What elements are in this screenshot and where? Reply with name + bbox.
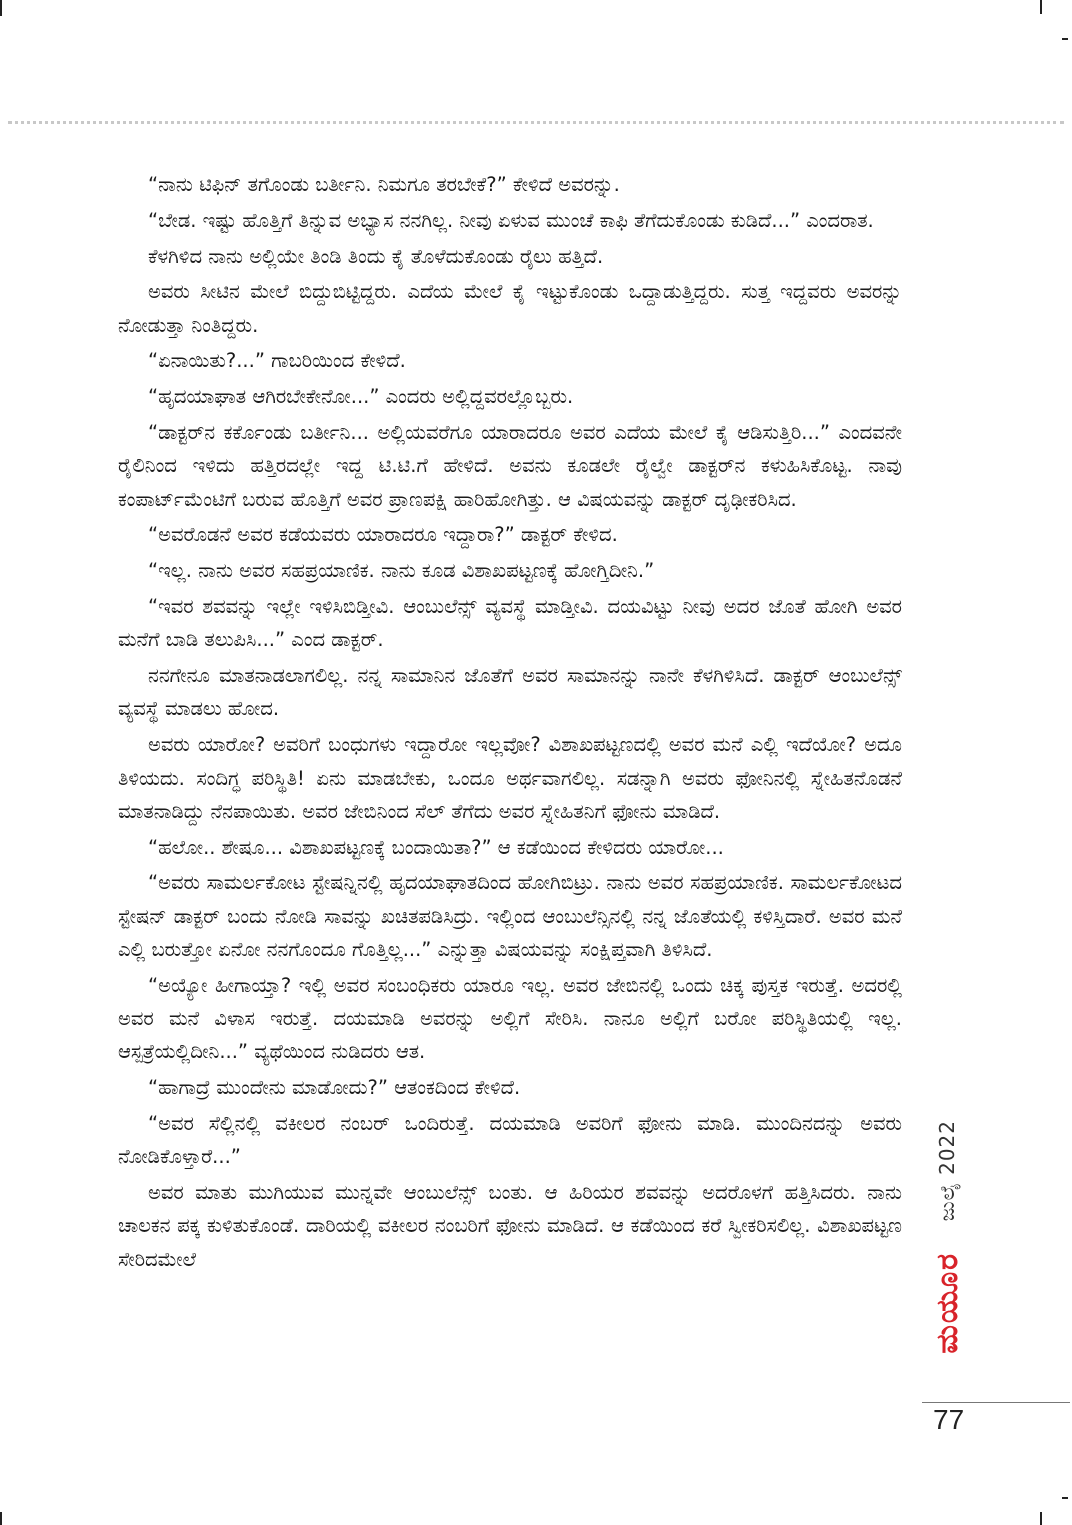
- crop-mark-top-left: [0, 0, 2, 16]
- paragraph: “ನಾನು ಟಿಫಿನ್ ತಗೊಂಡು ಬರ್ತೀನಿ. ನಿಮಗೂ ತರಬೇಕೆ?” ಕೇಳಿದೆ ಅವರನ್ನು.: [148, 173, 620, 196]
- paragraph: “ಅವರು ಸಾಮರ್ಲಕೋಟ ಸ್ಟೇಷನ್ನಿನಲ್ಲಿ ಹೃದಯಾಘಾತದಿಂದ ಹೋಗಿಬಿಟ್ರು. ನಾನು ಅವರ ಸಹಪ್ರಯಾಣಿಕ. ಸಾಮರ್ಲಕೋಟದ ಸ್ಟೇಷನ್ ಡಾಕ್ಟರ್ ಬಂದು ನೋಡಿ ಸಾವನ್ನು ಖಚಿತಪಡಿಸಿದ್ರು. ಇಲ್ಲಿಂದ ಆಂಬುಲೆನ್ಸಿನಲ್ಲಿ ನನ್ನ ಜೊತೆಯಲ್ಲಿ ಕಳಿಸ್ತಿದಾರೆ. ಅವರ ಮನೆ ಎಲ್ಲಿ ಬರುತ್ತೋ ಏನೋ ನನಗೊಂದೂ ಗೊತ್ತಿಲ್ಲ...” ಎನ್ನುತ್ತಾ ವಿಷಯವನ್ನು ಸಂಕ್ಷಿಪ್ತವಾಗಿ ತಿಳಿಸಿದೆ.: [118, 871, 902, 962]
- paragraph: “ಹೃದಯಾಘಾತ ಆಗಿರಬೇಕೇನೋ...” ಎಂದರು ಅಲ್ಲಿದ್ದವರಲ್ಲೊಬ್ಬರು.: [148, 385, 574, 409]
- crop-mark-right-lower: [1062, 1497, 1068, 1499]
- crop-mark-bottom-left: [0, 1512, 2, 1525]
- paragraph: “ಏನಾಯಿತು?...” ಗಾಬರಿಯಿಂದ ಕೇಳಿದೆ.: [148, 349, 406, 373]
- paragraph: “ಅವರ ಸೆಲ್ಲಿನಲ್ಲಿ ವಕೀಲರ ನಂಬರ್ ಒಂದಿರುತ್ತೆ. ದಯಮಾಡಿ ಅವರಿಗೆ ಫೋನು ಮಾಡಿ. ಮುಂದಿನದನ್ನು ಅವರು ನೋಡಿಕೊಳ್ತಾರೆ...”: [118, 1112, 902, 1169]
- issue-date: ಜುಲೈ 2022: [935, 1120, 959, 1222]
- page-number: 77: [933, 1404, 965, 1435]
- paragraph: ಕೆಳಗಿಳಿದ ನಾನು ಅಲ್ಲಿಯೇ ತಿಂಡಿ ತಿಂದು ಕೈ ತೊಳೆದುಕೊಂಡು ರೈಲು ಹತ್ತಿದೆ.: [148, 244, 604, 268]
- paragraph: “ಹಲೋ.. ಶೇಷೂ... ವಿಶಾಖಪಟ್ಟಣಕ್ಕೆ ಬಂದಾಯಿತಾ?” ಆ ಕಡೆಯಿಂದ ಕೇಳಿದರು ಯಾರೋ...: [148, 835, 724, 859]
- article-body: [118, 168, 902, 1279]
- paragraph: ನನಗೇನೂ ಮಾತನಾಡಲಾಗಲಿಲ್ಲ. ನನ್ನ ಸಾಮಾನಿನ ಜೊತೆಗೆ ಅವರ ಸಾಮಾನನ್ನು ನಾನೇ ಕೆಳಗಿಳಿಸಿದೆ. ಡಾಕ್ಟರ್ ಆಂಬುಲೆನ್ಸ್ ವ್ಯವಸ್ಥೆ ಮಾಡಲು ಹೋದ.: [118, 664, 902, 721]
- crop-mark-right-upper: [1062, 38, 1068, 40]
- paragraph: “ಇವರ ಶವವನ್ನು ಇಲ್ಲೇ ಇಳಿಸಿಬಿಡ್ತೀವಿ. ಆಂಬುಲೆನ್ಸ್ ವ್ಯವಸ್ಥೆ ಮಾಡ್ತೀವಿ. ದಯವಿಟ್ಟು ನೀವು ಅದರ ಜೊತೆ ಹೋಗಿ ಅವರ ಮನೆಗೆ ಬಾಡಿ ತಲುಪಿಸಿ...” ಎಂದ ಡಾಕ್ಟರ್.: [118, 595, 902, 652]
- paragraph: “ಬೇಡ. ಇಷ್ಟು ಹೊತ್ತಿಗೆ ತಿನ್ನುವ ಅಭ್ಯಾಸ ನನಗಿಲ್ಲ. ನೀವು ಏಳುವ ಮುಂಚೆ ಕಾಫಿ ತೆಗೆದುಕೊಂಡು ಕುಡಿದೆ...” ಎಂದರಾತ.: [148, 208, 874, 232]
- magazine-logo: ಮಯೂರ: [930, 1252, 965, 1354]
- paragraph: ಅವರು ಯಾರೋ? ಅವರಿಗೆ ಬಂಧುಗಳು ಇದ್ದಾರೋ ಇಲ್ಲವೋ? ವಿಶಾಖಪಟ್ಟಣದಲ್ಲಿ ಅವರ ಮನೆ ಎಲ್ಲಿ ಇದೆಯೋ? ಅದೂ ತಿಳಿಯದು. ಸಂದಿಗ್ಧ ಪರಿಸ್ಥಿತಿ! ಏನು ಮಾಡಬೇಕು, ಒಂದೂ ಅರ್ಥವಾಗಲಿಲ್ಲ. ಸಡನ್ನಾಗಿ ಅವರು ಫೋನಿನಲ್ಲಿ ಸ್ನೇಹಿತನೊಡನೆ ಮಾತನಾಡಿದ್ದು ನೆನಪಾಯಿತು. ಅವರ ಜೇಬಿನಿಂದ ಸೆಲ್ ತೆಗೆದು ಅವರ ಸ್ನೇಹಿತನಿಗೆ ಫೋನು ಮಾಡಿದೆ.: [118, 733, 902, 823]
- paragraph: “ಡಾಕ್ಟರ್‌ನ ಕರ್ಕೊಂಡು ಬರ್ತೀನಿ... ಅಲ್ಲಿಯವರೆಗೂ ಯಾರಾದರೂ ಅವರ ಎದೆಯ ಮೇಲೆ ಕೈ ಆಡಿಸುತ್ತಿರಿ...” ಎಂದವನೇ ರೈಲಿನಿಂದ ಇಳಿದು ಹತ್ತಿರದಲ್ಲೇ ಇದ್ದ ಟಿ.ಟಿ.ಗೆ ಹೇಳಿದೆ. ಅವನು ಕೂಡಲೇ ರೈಲ್ವೇ ಡಾಕ್ಟರ್‌ನ ಕಳುಹಿಸಿಕೊಟ್ಟ. ನಾವು ಕಂಪಾರ್ಟ್‌ಮೆಂಟಿಗೆ ಬರುವ ಹೊತ್ತಿಗೆ ಅವರ ಪ್ರಾಣಪಕ್ಷಿ ಹಾರಿಹೋಗಿತ್ತು. ಆ ವಿಷಯವನ್ನು ಡಾಕ್ಟರ್ ದೃಢೀಕರಿಸಿದ.: [118, 421, 902, 511]
- paragraph: “ಹಾಗಾದ್ರೆ ಮುಂದೇನು ಮಾಡೋದು?” ಆತಂಕದಿಂದ ಕೇಳಿದೆ.: [148, 1076, 521, 1100]
- header-dotted-rule: [8, 121, 1064, 124]
- paragraph: ಅವರ ಮಾತು ಮುಗಿಯುವ ಮುನ್ನವೇ ಆಂಬುಲೆನ್ಸ್ ಬಂತು. ಆ ಹಿರಿಯರ ಶವವನ್ನು ಅದರೊಳಗೆ ಹತ್ತಿಸಿದರು. ನಾನು ಚಾಲಕನ ಪಕ್ಕ ಕುಳಿತುಕೊಂಡೆ. ದಾರಿಯಲ್ಲಿ ವಕೀಲರ ನಂಬರಿಗೆ ಫೋನು ಮಾಡಿದೆ. ಆ ಕಡೆಯಿಂದ ಕರೆ ಸ್ವೀಕರಿಸಲಿಲ್ಲ. ವಿಶಾಖಪಟ್ಟಣ ಸೇರಿದಮೇಲೆ: [118, 1181, 902, 1271]
- crop-mark-top-right: [1040, 0, 1042, 14]
- paragraph: “ಇಲ್ಲ. ನಾನು ಅವರ ಸಹಪ್ರಯಾಣಿಕ. ನಾನು ಕೂಡ ವಿಶಾಖಪಟ್ಟಣಕ್ಕೆ ಹೋಗ್ತಿದೀನಿ.”: [148, 559, 655, 583]
- paragraph: “ಅಯ್ಯೋ ಹೀಗಾಯ್ತಾ? ಇಲ್ಲಿ ಅವರ ಸಂಬಂಧಿಕರು ಯಾರೂ ಇಲ್ಲ. ಅವರ ಜೇಬಿನಲ್ಲಿ ಒಂದು ಚಿಕ್ಕ ಪುಸ್ತಕ ಇರುತ್ತೆ. ಅದರಲ್ಲಿ ಅವರ ಮನೆ ವಿಳಾಸ ಇರುತ್ತೆ. ದಯಮಾಡಿ ಅವರನ್ನು ಅಲ್ಲಿಗೆ ಸೇರಿಸಿ. ನಾನೂ ಅಲ್ಲಿಗೆ ಬರೋ ಪರಿಸ್ಥಿತಿಯಲ್ಲಿ ಇಲ್ಲ. ಆಸ್ಪತ್ರೆಯಲ್ಲಿದೀನಿ...” ವ್ಯಥೆಯಿಂದ ನುಡಿದರು ಆತ.: [118, 973, 902, 1064]
- paragraph: “ಅವರೊಡನೆ ಅವರ ಕಡೆಯವರು ಯಾರಾದರೂ ಇದ್ದಾರಾ?” ಡಾಕ್ಟರ್ ಕೇಳಿದ.: [148, 523, 618, 547]
- footer-rule: [922, 1402, 1070, 1403]
- crop-mark-bottom-right: [1040, 1512, 1042, 1525]
- paragraph: ಅವರು ಸೀಟಿನ ಮೇಲೆ ಬಿದ್ದುಬಿಟ್ಟಿದ್ದರು. ಎದೆಯ ಮೇಲೆ ಕೈ ಇಟ್ಟುಕೊಂಡು ಒದ್ದಾಡುತ್ತಿದ್ದರು. ಸುತ್ತ ಇದ್ದವರು ಅವರನ್ನು ನೋಡುತ್ತಾ ನಿಂತಿದ್ದರು.: [118, 280, 902, 337]
